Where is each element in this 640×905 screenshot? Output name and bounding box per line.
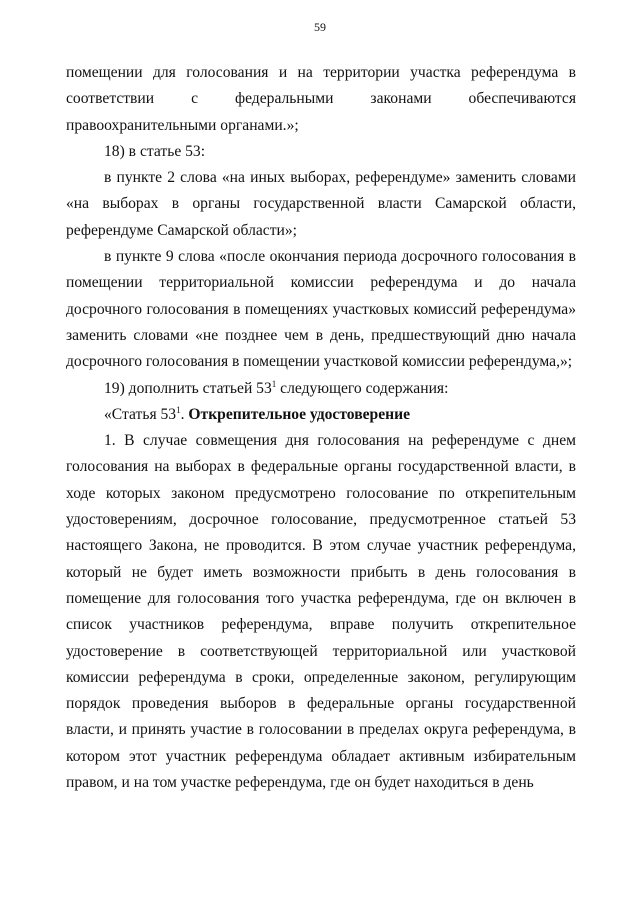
- paragraph-continuation: помещении для голосования и на территории участка референдума в соответствии с федеральными законами обеспечиваются правоохранительными органами.»;: [66, 64, 576, 134]
- paragraph-item-19: [66, 376, 576, 402]
- paragraph-article-point-1: 1. В случае совмещения дня голосования на референдуме с днем голосования на выборах в федеральные органы государственной власти, в ходе которых законом предусмотрено голосование по открепительным удостоверениям, досрочное голосование, предусмотренное статьей 53 настоящего Закона, не проводится. В этом случае участник референдума, который не будет иметь возможности прибыть в день голосования в помещение для голосования того участка референдума, где он включен в список участников референдума, вправе получить открепительное удостоверение в соответствующей территориальной или участковой комиссии референдума в сроки, определенные законом, регулирующим порядок проведения выборов в федеральные органы государственной власти, и принять участие в голосовании в пределах округа референдума, в котором этот участник референдума обладает активным избирательным правом, и на том участке референдума, где он будет находиться в день: [66, 432, 576, 792]
- article-title: Открепительное удостоверение: [188, 405, 411, 423]
- page-number: 59: [314, 20, 326, 34]
- paragraph-point-9: в пункте 9 слова «после окончания периода досрочного голосования в помещении территориальной комиссии референдума и до начала досрочного голосования в помещениях участковых комиссий референдума» заменить словами «не позднее чем в день, предшествующий дню начала досрочного голосования в помещении участковой комиссии референдума,»;: [66, 248, 576, 371]
- article-superscript: 1: [176, 404, 181, 415]
- article-number: «Статья 53: [104, 405, 177, 423]
- item-19-text: 19) дополнить статьей 53: [104, 379, 272, 397]
- item-19-superscript: 1: [271, 378, 277, 389]
- paragraph-item-18: 18) в статье 53:: [104, 142, 206, 160]
- paragraph-point-2: в пункте 2 слова «на иных выборах, референдуме» заменить словами «на выборах в органы государственной власти Самарской области, референдуме Самарской области»;: [66, 169, 576, 239]
- article-dot: .: [180, 405, 189, 423]
- article-heading: [66, 402, 576, 428]
- item-19-text-end: следующего содержания:: [276, 379, 449, 397]
- document-body: [66, 60, 576, 796]
